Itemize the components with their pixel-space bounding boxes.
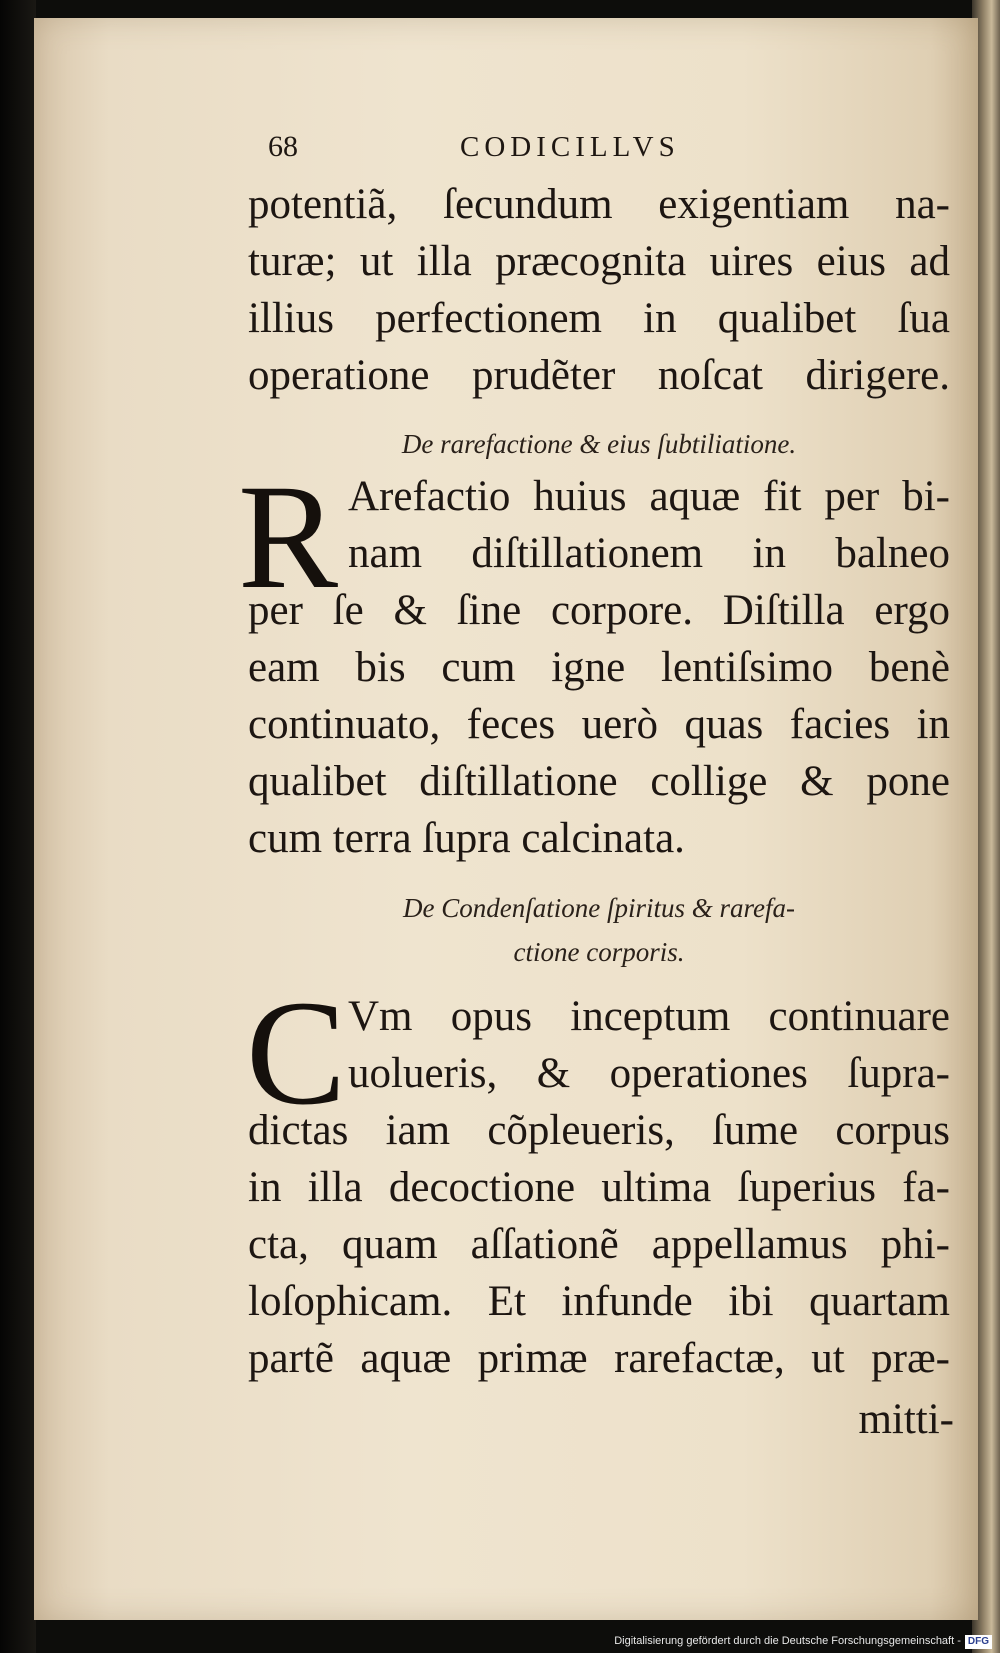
text-line: continuato, feces uerò quas facies in xyxy=(248,701,950,748)
text-line: cum terra ſupra calcinata. xyxy=(248,815,685,862)
text-line: potentiã, ſecundum exigentiam na- xyxy=(248,181,950,228)
paragraph-1 xyxy=(248,176,950,404)
running-title: CODICILLVS xyxy=(460,131,680,163)
text-line: eam bis cum igne lentiſsimo benè xyxy=(248,644,950,691)
text-line: Vm opus inceptum continuare xyxy=(348,993,950,1040)
text-line: qualibet diſtillatione collige & pone xyxy=(248,758,950,805)
catchword: mitti- xyxy=(858,1396,954,1443)
text-line: in illa decoctione ultima ſuperius fa- xyxy=(248,1164,950,1211)
text-line: partẽ aquæ primæ rarefactæ, ut præ- xyxy=(248,1335,950,1382)
text-line: operatione prudẽter noſcat dirigere. xyxy=(248,352,950,399)
text-line: dictas iam cõpleueris, ſume corpus xyxy=(248,1107,950,1154)
heading-line: ctione corporis. xyxy=(513,937,685,967)
text-line: uolueris, & operationes ſupra- xyxy=(348,1050,950,1097)
dfg-logo: DFG xyxy=(965,1635,992,1649)
digitization-credit xyxy=(600,1631,996,1651)
credit-text: Digitalisierung gefördert durch die Deutsche Forschungsgemeinschaft - xyxy=(614,1635,961,1647)
text-line: Arefactio huius aquæ fit per bi- xyxy=(348,473,950,520)
page-number: 68 xyxy=(268,130,298,163)
text-line: cta, quam aſſationẽ appellamus phi- xyxy=(248,1221,950,1268)
text-line: turæ; ut illa præcognita uires eius ad xyxy=(248,238,950,285)
heading-line: De Condenſatione ſpiritus & rarefa- xyxy=(403,893,795,923)
text-line: per ſe & ſine corpore. Diſtilla ergo xyxy=(248,587,950,634)
text-line: illius perfectionem in qualibet ſua xyxy=(248,295,950,342)
drop-cap-r: R xyxy=(238,454,339,620)
book-spine-shadow xyxy=(0,0,36,1653)
text-line: loſophicam. Et infunde ibi quartam xyxy=(248,1278,950,1325)
section-heading-1 xyxy=(248,422,950,466)
paragraph-3 xyxy=(248,988,950,1387)
page-header xyxy=(262,122,962,172)
drop-cap-c: C xyxy=(246,970,347,1136)
section-heading-2 xyxy=(248,886,950,974)
heading-line: De rarefactione & eius ſubtiliatione. xyxy=(401,429,797,459)
paragraph-2 xyxy=(248,468,950,867)
text-line: nam diſtillationem in balneo xyxy=(348,530,950,577)
